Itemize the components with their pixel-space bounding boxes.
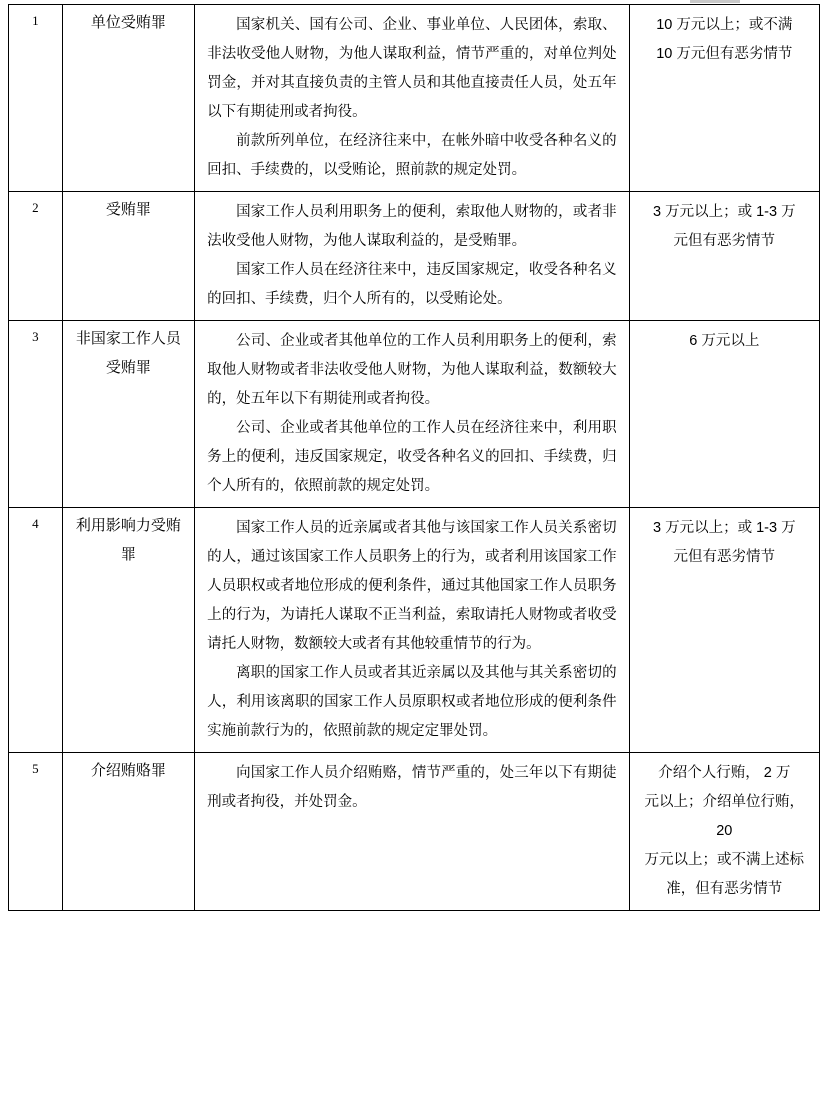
crime-name-cell [62,321,195,508]
amount-line: 介绍个人行贿， 2 万 [658,765,791,781]
description-paragraph: 向国家工作人员介绍贿赂，情节严重的，处三年以下有期徒刑或者拘役，并处罚金。 [207,765,617,810]
crime-description [195,753,628,823]
threshold-amount [630,192,819,262]
row-number: 3 [32,329,39,344]
crime-description-cell [195,753,629,911]
description-paragraph: 国家工作人员在经济往来中，违反国家规定，收受各种名义的回扣、手续费，归个人所有的，以受贿论处。 [207,262,617,307]
threshold-amount [630,753,819,910]
row-number: 5 [32,761,39,776]
threshold-amount [630,508,819,578]
row-number: 4 [32,516,39,531]
amount-line: 元但有恶劣情节 [673,233,776,249]
description-paragraph: 国家工作人员利用职务上的便利，索取他人财物的，或者非法收受他人财物，为他人谋取利益的，是受贿罪。 [207,204,617,249]
amount-line: 元以上；介绍单位行贿， 20 [644,794,805,839]
threshold-amount [630,321,819,362]
table-row [9,5,820,192]
threshold-amount [630,5,819,75]
row-number-cell [9,321,63,508]
threshold-amount-cell [629,321,819,508]
amount-line: 准，但有恶劣情节 [666,881,783,897]
crime-description [195,508,628,752]
threshold-amount-cell [629,192,819,321]
crime-name: 利用影响力受贿罪 [75,517,181,563]
row-number-cell [9,753,63,911]
crime-name: 非国家工作人员受贿罪 [75,330,181,376]
table-row [9,192,820,321]
row-number: 2 [32,200,39,215]
row-number-cell [9,5,63,192]
crime-name: 单位受贿罪 [90,14,166,31]
crime-name-cell [62,753,195,911]
amount-line: 3 万元以上；或 1-3 万 [652,520,796,536]
description-paragraph: 前款所列单位，在经济往来中，在帐外暗中收受各种名义的回扣、手续费的，以受贿论，照前款的规定处罚。 [207,133,617,178]
threshold-amount-cell [629,5,819,192]
amount-line: 10 万元以上；或不满 [656,17,793,33]
crime-name-cell [62,5,195,192]
crime-description [195,321,628,507]
crime-description-cell [195,5,629,192]
row-number-cell [9,508,63,753]
description-paragraph: 离职的国家工作人员或者其近亲属以及其他与其关系密切的人，利用该离职的国家工作人员原职权或者地位形成的便利条件实施前款行为的，依照前款的规定定罪处罚。 [207,665,617,739]
amount-line: 万元以上；或不满上述标 [644,852,805,868]
threshold-amount-cell [629,753,819,911]
row-number: 1 [32,13,39,28]
table-body [9,5,820,911]
crime-description-cell [195,321,629,508]
amount-line: 元但有恶劣情节 [673,549,776,565]
crime-name-cell [62,508,195,753]
crime-name: 介绍贿赂罪 [90,762,166,779]
crime-name: 受贿罪 [105,201,151,218]
crime-description-cell [195,192,629,321]
amount-line: 6 万元以上 [689,333,760,349]
description-paragraph: 公司、企业或者其他单位的工作人员利用职务上的便利，索取他人财物或者非法收受他人财物，为他人谋取利益，数额较大的，处五年以下有期徒刑或者拘役。 [207,333,617,407]
crime-standards-table [8,4,820,911]
crime-name-cell [62,192,195,321]
table-row [9,753,820,911]
page-top-notch [690,0,740,3]
table-row [9,508,820,753]
description-paragraph: 国家机关、国有公司、企业、事业单位、人民团体，索取、非法收受他人财物，为他人谋取利益，情节严重的，对单位判处罚金，并对其直接负责的主管人员和其他直接责任人员，处五年以下有期徒刑或者拘役。 [207,17,617,120]
threshold-amount-cell [629,508,819,753]
crime-description [195,5,628,191]
amount-line: 3 万元以上；或 1-3 万 [652,204,796,220]
crime-description-cell [195,508,629,753]
row-number-cell [9,192,63,321]
crime-description [195,192,628,320]
page-top-edge [0,0,826,4]
amount-line: 10 万元但有恶劣情节 [656,46,793,62]
description-paragraph: 国家工作人员的近亲属或者其他与该国家工作人员关系密切的人，通过该国家工作人员职务上的行为，或者利用该国家工作人员职权或者地位形成的便利条件，通过其他国家工作人员职务上的行为，为请托人谋取不正当利益，索取请托人财物或者收受请托人财物，数额较大或者有其他较重情节的行为。 [207,520,617,652]
table-row [9,321,820,508]
description-paragraph: 公司、企业或者其他单位的工作人员在经济往来中，利用职务上的便利，违反国家规定，收受各种名义的回扣、手续费，归个人所有的，依照前款的规定处罚。 [207,420,617,494]
